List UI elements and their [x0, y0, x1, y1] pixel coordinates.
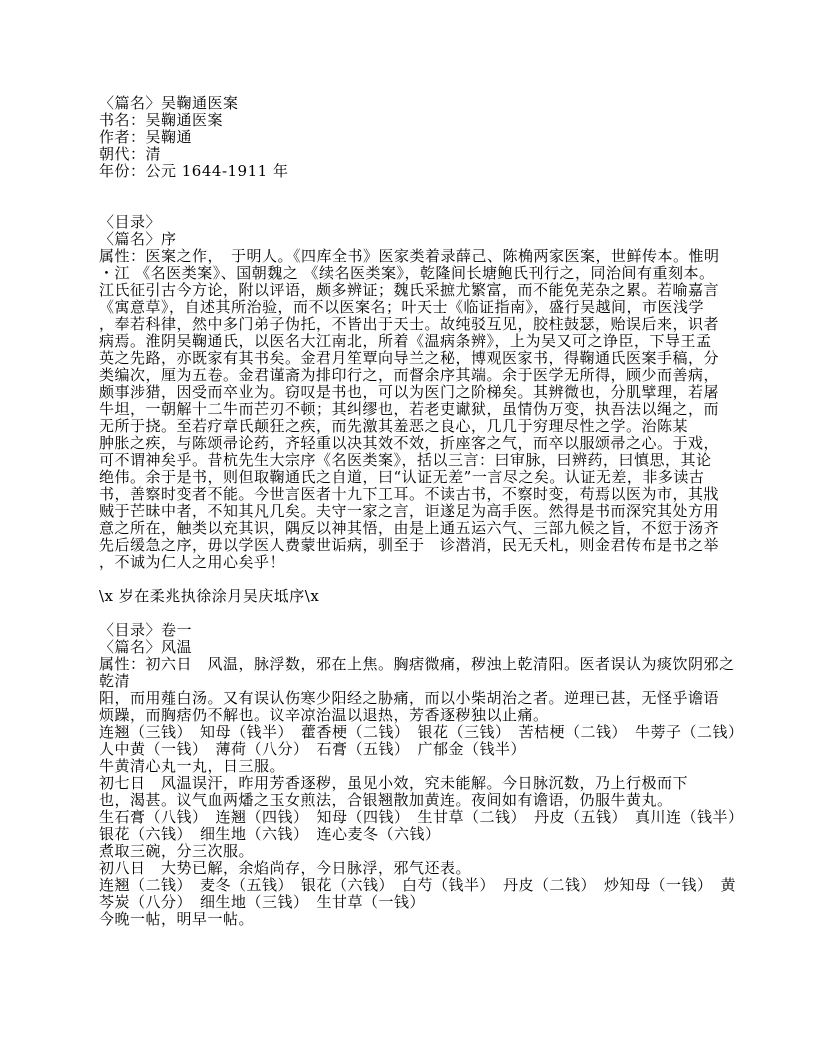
text-line: 初八日 大势已解，余焰尚存，今日脉浮，邪气还表。: [99, 859, 472, 877]
text-line: 牛坦，一朝解十二牛而芒刃不顿；其纠缪也，若老吏谳狱，虽情伪万变，执吾法以绳之，而: [99, 400, 720, 418]
text-line: 英之先路，亦既家有其书矣。金君月笙覃向导兰之秘，博观医家书，得鞠通氏医案手稿，分: [99, 349, 720, 367]
text-line: 芩炭（八分） 细生地（三钱） 生甘草（一钱）: [99, 893, 426, 911]
text-line: [99, 571, 799, 588]
text-line: 生石膏（八钱） 连翘（四钱） 知母（四钱） 生甘草（二钱） 丹皮（五钱） 真川连（钱半）: [99, 808, 744, 826]
text-line: \x 岁在柔兆执徐涂月吴庆坻序\x: [99, 587, 320, 605]
text-line: 乾清: [99, 672, 131, 690]
text-line: 〈篇名〉风温: [99, 638, 193, 656]
text-line: 意之所在，触类以充其识，隅反以神其悟，由是上通五运六气、三部九候之旨，不愆于汤齐: [99, 519, 720, 537]
text-line: 阳，而用薤白汤。又有误认伤寒少阳经之胁痛，而以小柴胡治之者。逆理已甚，无怪乎谵语: [99, 689, 720, 707]
text-line: 书名：吴鞠通医案: [99, 111, 224, 129]
text-line: 颇事涉猎，因受而卒业为。窃叹是书也，可以为医门之阶梯矣。其辨微也，分肌擘理，若屠: [99, 383, 720, 401]
text-line: 煮取三碗，分三次服。: [99, 842, 255, 860]
text-line: [99, 180, 799, 197]
document-text: [99, 95, 799, 928]
text-line: 今晚一帖，明早一帖。: [99, 910, 255, 928]
text-line: 牛黄清心丸一丸，日三服。: [99, 757, 286, 775]
text-line: 〈篇名〉吴鞠通医案: [99, 94, 239, 112]
text-line: 先后缓急之序，毋以学医人费蒙世诟病，驯至于 诊潜消，民无夭札，则金君传布是书之举: [99, 536, 720, 554]
text-line: 银花（六钱） 细生地（六钱） 连心麦冬（六钱）: [99, 825, 441, 843]
text-line: 可不谓神矣乎。昔杭先生大宗序《名医类案》，括以三言：曰审脉，曰辨药，曰慎思，其论: [99, 451, 712, 469]
text-line: 作者：吴鞠通: [99, 128, 193, 146]
text-line: 〈目录〉卷一: [99, 621, 193, 639]
text-line: ・江 《名医类案》、国朝魏之 《续名医类案》，乾隆间长塘鲍氏刊行之，同治间有重刻本。: [99, 264, 715, 282]
text-line: 无所于挠。至若疗章氏颠狂之疾，而先激其羞恶之良心，几几于穷理尽性之学。治陈某: [99, 417, 689, 435]
text-line: 〈篇名〉序: [99, 230, 177, 248]
text-line: 人中黄（一钱） 薄荷（八分） 石膏（五钱） 广郁金（钱半）: [99, 740, 527, 758]
text-line: 绝伟。余于是书，则但取鞠通氏之自道，曰“认证无差”一言尽之矣。认证无差，非多读古: [99, 468, 705, 486]
text-line: 连翘（三钱） 知母（钱半） 藿香梗（二钱） 银花（三钱） 苦桔梗（二钱） 牛蒡子（二钱）: [99, 723, 744, 741]
text-line: 贼于芒昧中者，不知其凡几矣。夫守一家之言，讵遂足为高手医。然得是书而深究其处方用: [99, 502, 720, 520]
text-line: ，奉若科律，然中多门弟子伪托，不皆出于天士。故纯驳互见，胶柱鼓瑟，贻误后来，识者: [99, 315, 720, 333]
text-line: 也，渴甚。议气血两燔之玉女煎法，合银翘散加黄连。夜间如有谵语，仍服牛黄丸。: [99, 791, 673, 809]
text-line: 江氏征引古今方论，附以评语，颇多辨证；魏氏采摭尤繁富，而不能免芜杂之累。若喻嘉言: [99, 281, 720, 299]
text-line: 类编次，厘为五卷。金君谨斋为排印行之，而督余序其端。余于医学无所得，顾少而善病，: [99, 366, 720, 384]
text-line: 《寓意草》，自述其所治验，而不以医案名；叶天士《临证指南》，盛行吴越间，市医浅学: [99, 298, 705, 316]
text-line: 病焉。淮阴吴鞠通氏，以医名大江南北，所着《温病条辨》，上为吴又可之诤臣，下导王孟: [99, 332, 712, 350]
text-line: ，不诚为仁人之用心矣乎！: [99, 553, 286, 571]
text-line: 烦躁，而胸痞仍不解也。议辛凉治温以退热，芳香逐秽独以止痛。: [99, 706, 549, 724]
text-line: 〈目录〉: [99, 213, 162, 231]
text-line: 年份：公元 1644-1911 年: [99, 162, 289, 180]
text-line: [99, 197, 799, 214]
text-line: 属性：初六日 风温，脉浮数，邪在上焦。胸痞微痛，秽浊上乾清阳。医者误认为痰饮阴邪之: [99, 655, 735, 673]
text-line: 书，善察时变者不能。今世言医者十九下工耳。不读古书，不察时变，苟焉以医为市，其戕: [99, 485, 720, 503]
text-line: 朝代：清: [99, 145, 162, 163]
text-line: 初七日 风温误汗，昨用芳香逐秽，虽见小效，究未能解。今日脉沉数，乃上行极而下: [99, 774, 689, 792]
text-line: 属性：医案之作， 于明人。《四库全书》医家类着录薛己、陈桷两家医案，世鲜传本。惟明: [99, 247, 720, 265]
text-line: 连翘（二钱） 麦冬（五钱） 银花（六钱） 白芍（钱半） 丹皮（二钱） 炒知母（一钱） 黄: [99, 876, 737, 894]
text-line: [99, 605, 799, 622]
text-line: 肿胀之疾，与陈颂帚论药，齐轻重以决其效不效，折座客之气，而卒以服颂帚之心。于戏，: [99, 434, 720, 452]
